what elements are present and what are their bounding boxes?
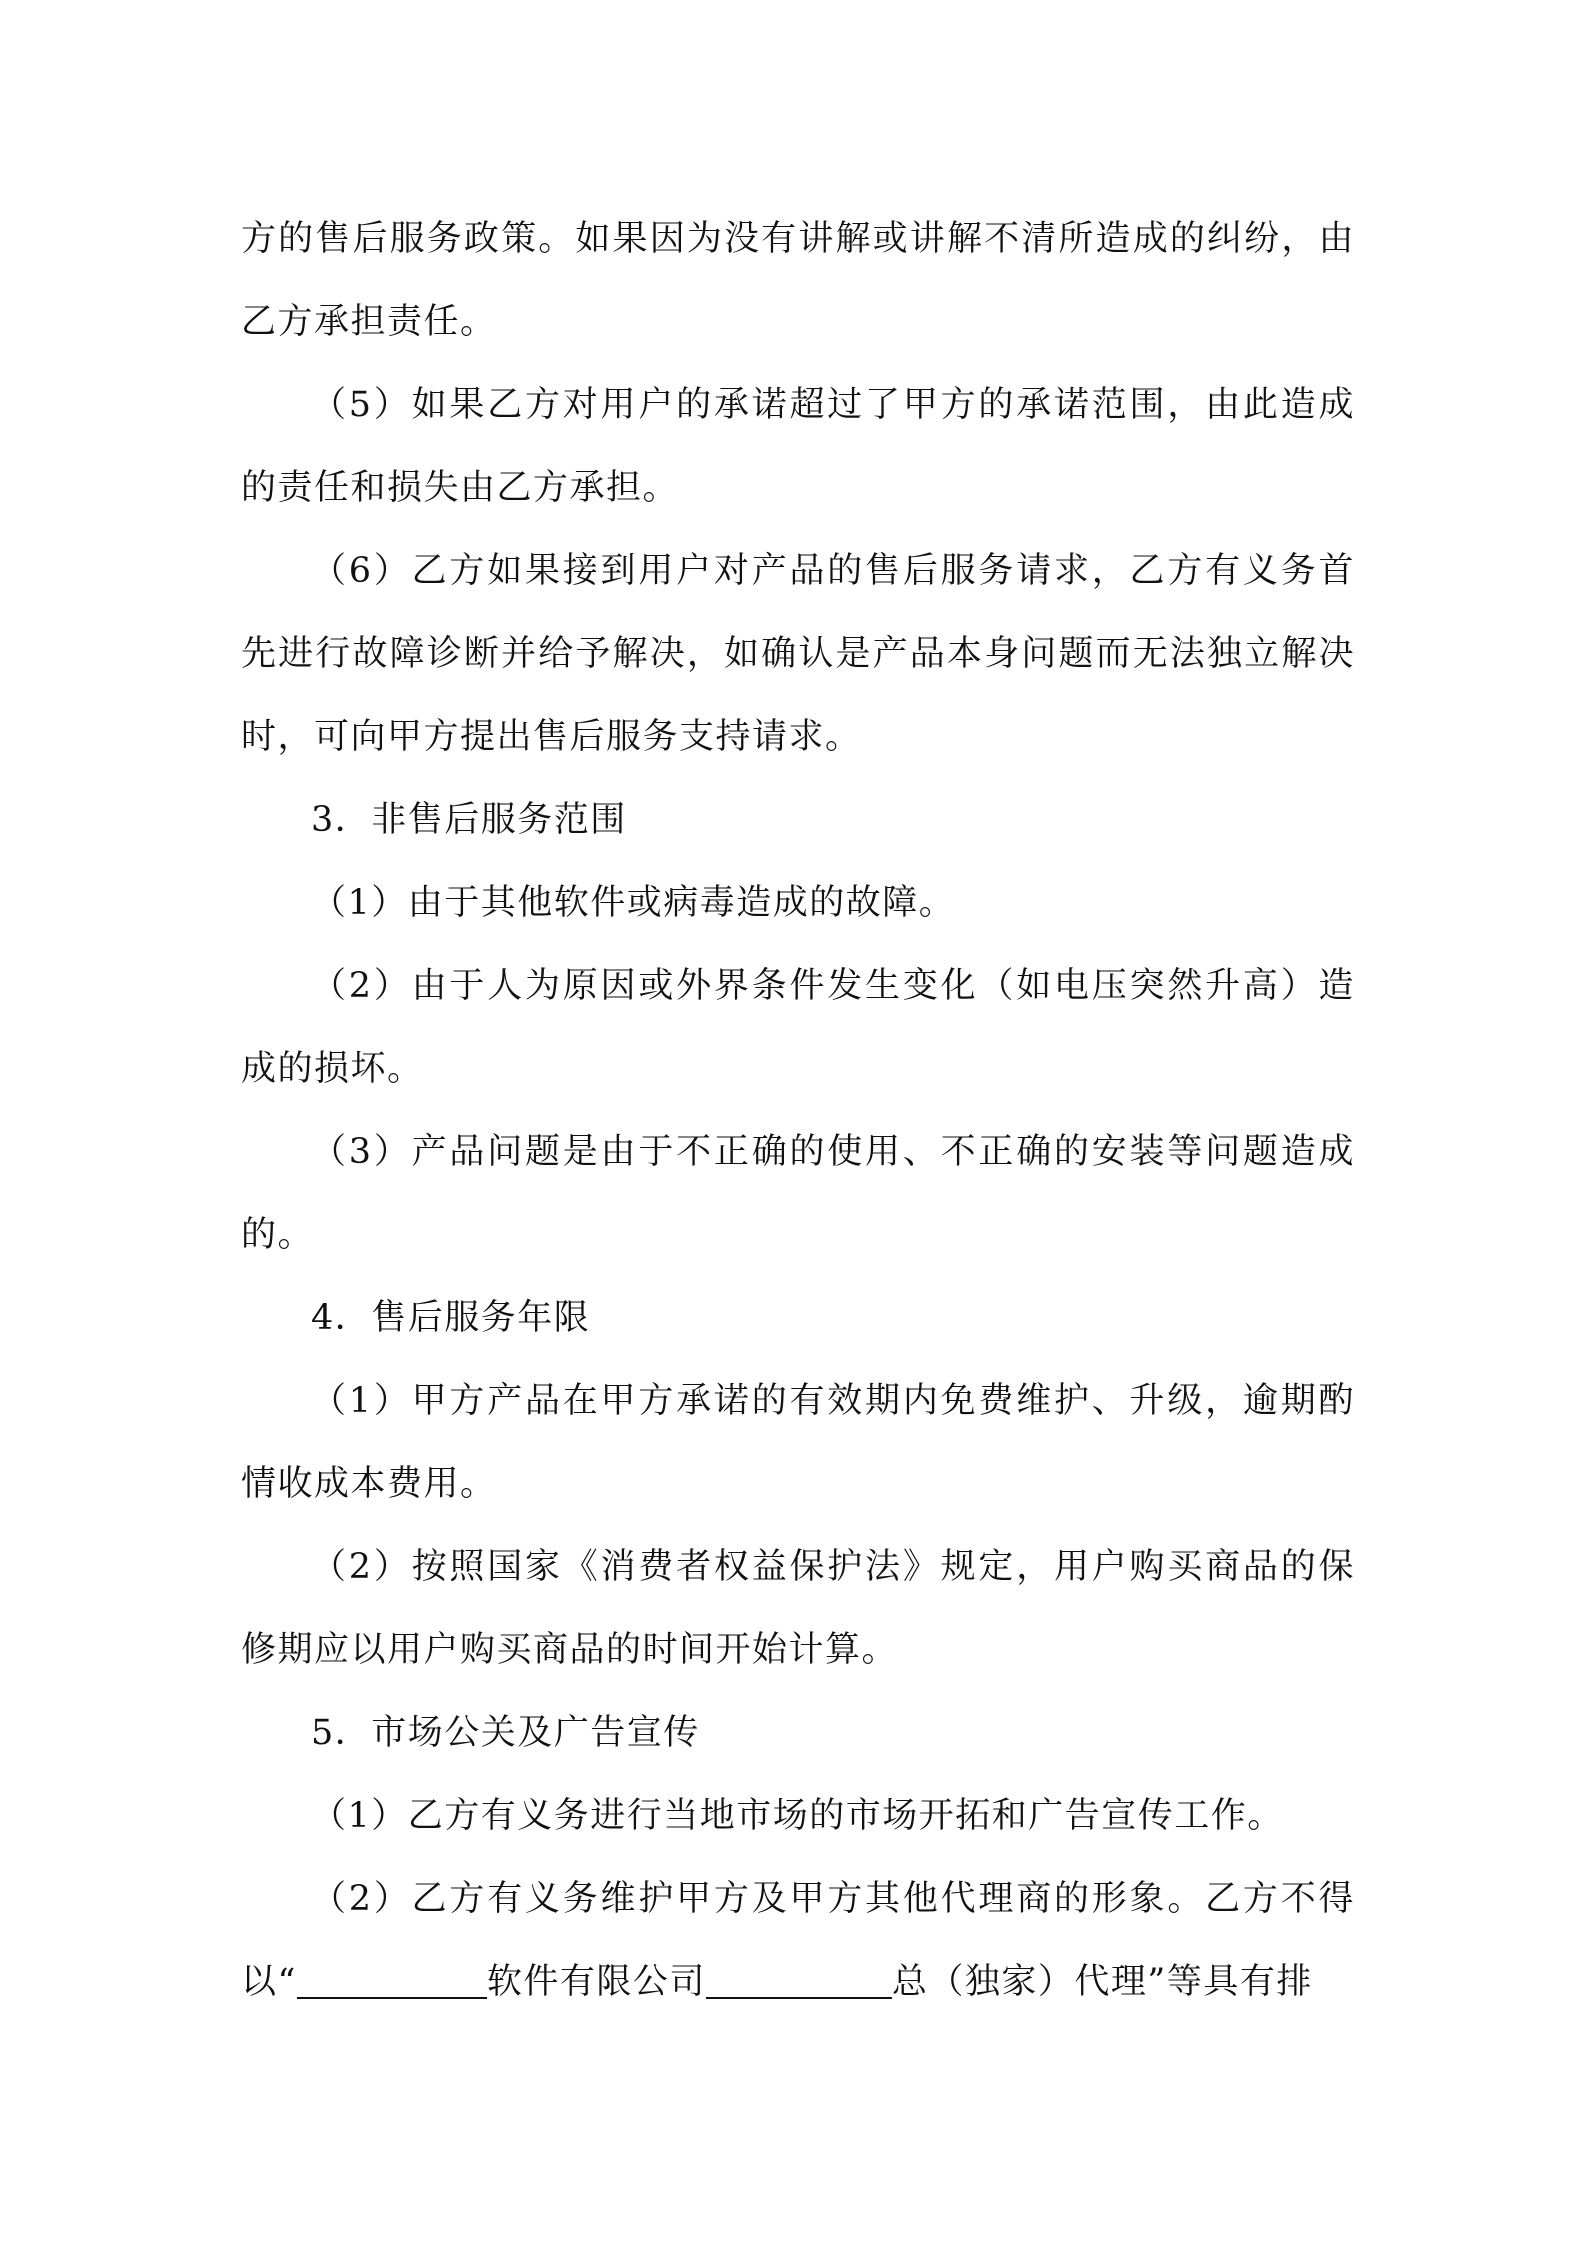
section-4-clause-1: （1）甲方产品在甲方承诺的有效期内免费维护、升级，逾期酌情收成本费用。 xyxy=(241,1381,1355,1504)
clause-text-middle: 软件有限公司 xyxy=(486,1962,706,2002)
section-5-clause-2 xyxy=(241,1858,1355,2024)
blank-line xyxy=(297,1963,487,1999)
clause-6: （6）乙方如果接到用户对产品的售后服务请求，乙方有义务首先进行故障诊断并给予解决，如确认是产品本身问题而无法独立解决时，可向甲方提出售后服务支持请求。 xyxy=(241,551,1355,757)
section-3-clause-2: （2）由于人为原因或外界条件发生变化（如电压突然升高）造成的损坏。 xyxy=(241,966,1355,1089)
section-3-clause-1: （1）由于其他软件或病毒造成的故障。 xyxy=(311,883,956,923)
section-3-clause-3: （3）产品问题是由于不正确的使用、不正确的安装等问题造成的。 xyxy=(241,1132,1355,1255)
clause-5: （5）如果乙方对用户的承诺超过了甲方的承诺范围，由此造成的责任和损失由乙方承担。 xyxy=(241,385,1355,508)
section-heading-4: 4．售后服务年限 xyxy=(311,1298,591,1338)
section-heading-3: 3．非售后服务范围 xyxy=(311,800,627,840)
clause-text-start: （2）乙方有义务维护甲方及甲方其他代理商的形象。乙方不得以“ xyxy=(241,1879,1355,2002)
section-heading-5: 5．市场公关及广告宣传 xyxy=(311,1713,700,1753)
paragraph-continuation: 方的售后服务政策。如果因为没有讲解或讲解不清所造成的纠纷，由乙方承担责任。 xyxy=(241,219,1355,342)
section-4-clause-2: （2）按照国家《消费者权益保护法》规定，用户购买商品的保修期应以用户购买商品的时间开始计算。 xyxy=(241,1547,1355,1670)
clause-text-end: 总（独家）代理”等具有排 xyxy=(891,1962,1313,2002)
blank-line xyxy=(706,1963,892,1999)
section-5-clause-1: （1）乙方有义务进行当地市场的市场开拓和广告宣传工作。 xyxy=(311,1796,1284,1836)
document-page xyxy=(241,198,1355,2024)
